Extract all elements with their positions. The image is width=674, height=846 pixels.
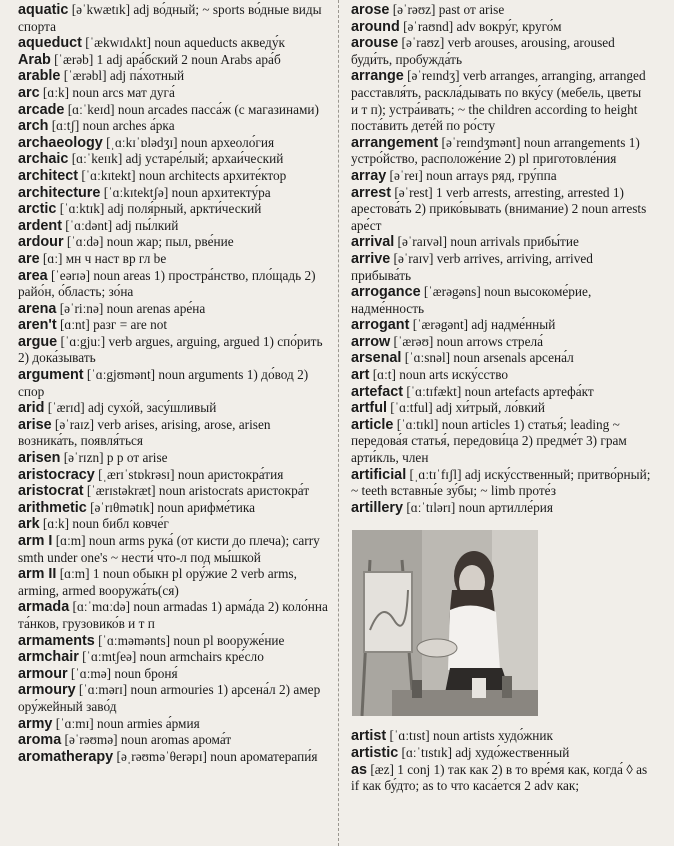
dictionary-entry <box>18 500 330 517</box>
entry-headword: arm II <box>18 566 57 583</box>
entry-definition: [ɑːt] noun arts иску́сство <box>369 367 509 383</box>
entry-headword: aristocrat <box>18 483 84 500</box>
entry-definition: [ˈɑːtɪst] noun artists худо́жник <box>386 728 553 744</box>
entry-headword: arrogant <box>351 317 410 334</box>
entry-definition: [ɑːnt] разг = are not <box>56 317 168 333</box>
entry-headword: armchair <box>18 649 79 666</box>
entry-headword: armour <box>18 665 68 682</box>
entry-headword: arrival <box>351 234 395 251</box>
dictionary-entry <box>18 450 330 467</box>
entry-headword: arable <box>18 68 61 85</box>
entry-definition: [əˈreɪ] noun arrays ряд, гру́ппа <box>386 167 557 183</box>
entry-definition: [ɑːˈtɪstɪk] adj худо́жественный <box>398 745 570 760</box>
dictionary-entry <box>18 251 330 268</box>
entry-headword: aroma <box>18 732 62 749</box>
entry-headword: arcade <box>18 101 65 118</box>
dictionary-entry <box>18 599 330 632</box>
entry-headword: are <box>18 250 40 267</box>
dictionary-entry <box>18 234 330 251</box>
illustration-artist-photo <box>352 530 538 716</box>
entry-definition: [əˈraɪz] verb arises, arising, arose, arisen возника́ть, появля́ться <box>18 416 271 449</box>
dictionary-entry <box>18 334 330 367</box>
entry-headword: Arab <box>18 51 51 68</box>
dictionary-entry <box>18 135 330 152</box>
dictionary-entry <box>351 417 651 467</box>
entry-definition: [ˈɑːkɪtektʃə] noun архитекту́ра <box>100 184 271 200</box>
dictionary-entry <box>18 682 330 715</box>
dictionary-entry <box>351 35 651 68</box>
entry-headword: arm I <box>18 533 53 549</box>
entry-definition: [ˈɑːkɪtekt] noun architects архите́ктор <box>78 167 287 183</box>
dictionary-entry <box>18 85 330 102</box>
entry-definition: [ɑːk] noun библ ковче́г <box>39 516 169 532</box>
dictionary-entry <box>18 467 330 484</box>
entry-definition: [ɑːˈkeɪɪk] adj устаре́лый; архаи́ческий <box>68 151 284 167</box>
dictionary-entry <box>351 234 651 251</box>
entry-headword: arouse <box>351 35 399 52</box>
entry-headword: artistic <box>351 745 399 761</box>
entry-definition: [ˌɑːkɪˈɒlədʒɪ] noun археоло́гия <box>102 134 275 150</box>
entry-headword: arctic <box>18 201 57 218</box>
entry-headword: arrow <box>351 333 391 350</box>
entry-headword: arena <box>18 300 57 317</box>
right-entries-bottom <box>351 728 651 794</box>
entry-definition: [ˈɑːgjʊmənt] noun arguments 1) до́вод 2) спор <box>18 367 309 399</box>
dictionary-entry <box>18 400 330 417</box>
entry-definition: [ˈɑːmə] noun броня́ <box>67 665 178 681</box>
entry-headword: artist <box>351 728 387 745</box>
dictionary-entry <box>18 301 330 318</box>
entry-headword: array <box>351 167 387 184</box>
entry-headword: art <box>351 367 370 384</box>
dictionary-entry <box>351 762 651 795</box>
entry-definition: [ˈɑːtful] adj хи́трый, ло́вкий <box>386 400 545 416</box>
entry-headword: area <box>18 267 48 284</box>
dictionary-entry <box>18 666 330 683</box>
entry-definition: [əˈriːnə] noun arenas аре́на <box>56 300 206 316</box>
entry-definition: [ˈɑːtɪfækt] noun artefacts артефа́кт <box>403 383 594 399</box>
entry-headword: ark <box>18 516 40 533</box>
entry-definition: [ˈækwɪdʌkt] noun aqueducts акведу́к <box>81 35 285 51</box>
entry-headword: aqueduct <box>18 35 82 52</box>
entry-definition: [əˈrəʊmə] noun aromas арома́т <box>61 732 232 748</box>
entry-definition: [ɑːˈmɑːdə] noun armadas 1) арма́да 2) коло́нна та́нков, грузовико́в и т п <box>18 599 328 631</box>
entry-headword: arrive <box>351 250 391 267</box>
entry-definition: [ˈɑːgjuː] verb argues, arguing, argued 1) спо́рить 2) дока́зывать <box>18 333 323 366</box>
dictionary-entry <box>351 384 651 401</box>
dictionary-entry <box>18 268 330 301</box>
dictionary-entry <box>351 367 651 384</box>
dictionary-entry <box>18 35 330 52</box>
dictionary-entry <box>351 334 651 351</box>
entry-headword: armaments <box>18 632 95 649</box>
entry-definition: [əˈkwætɪk] adj во́дный; ~ sports во́дные виды спорта <box>18 2 322 34</box>
entry-headword: article <box>351 416 394 433</box>
entry-headword: as <box>351 761 368 778</box>
entry-headword: argue <box>18 333 58 350</box>
entry-definition: [ˈɑːmɪ] noun armies а́рмия <box>52 715 200 731</box>
dictionary-entry <box>351 745 651 762</box>
entry-definition: [æz] 1 conj 1) так как 2) в то вре́мя как, когда́ ◊ as if как бу́дто; as to что каса́ется 2 adv как; <box>351 761 648 794</box>
entry-headword: arch <box>18 118 49 135</box>
entry-headword: argument <box>18 367 84 384</box>
dictionary-entry <box>18 749 330 766</box>
dictionary-entry <box>351 500 651 517</box>
entry-headword: arose <box>351 2 390 18</box>
entry-definition: [ˈærɪd] adj сухо́й, засу́шливый <box>44 400 217 416</box>
entry-definition: [əˈrɪθmətɪk] noun арифме́тика <box>86 499 255 515</box>
left-column <box>18 2 330 765</box>
entry-headword: arsenal <box>351 350 402 367</box>
dictionary-entry <box>18 367 330 400</box>
entry-definition: [ˈɑːtɪkl] noun articles 1) статья́; leading ~ передова́я статья́, передови́ца 2) предме́т 3) грам арти́кль, член <box>351 416 627 466</box>
entry-headword: aromatherapy <box>18 748 114 765</box>
dictionary-entry <box>18 716 330 733</box>
dictionary-entry <box>18 201 330 218</box>
entry-headword: artillery <box>351 499 403 516</box>
dictionary-entry <box>351 19 651 36</box>
right-entries-top <box>351 2 651 516</box>
entry-definition: [ɑːm] noun arms рука́ (от кисти до плеча); carry smth under one's ~ нести́ что-л под мы́шкой <box>18 533 320 565</box>
dictionary-entry <box>351 2 651 19</box>
dictionary-entry <box>18 118 330 135</box>
entry-headword: arithmetic <box>18 499 87 516</box>
dictionary-entry <box>18 417 330 450</box>
entry-definition: [ˌɑːtɪˈfɪʃl] adj иску́сственный; притво́рный; ~ teeth вставны́е зу́бы; ~ limb проте́з <box>351 466 651 499</box>
column-divider <box>338 0 339 846</box>
entry-headword: archaeology <box>18 134 103 151</box>
entry-definition: [ˈɑːdənt] adj пы́лкий <box>61 217 179 233</box>
entry-headword: arrogance <box>351 284 421 301</box>
entry-definition: [əˈraɪv] verb arrives, arriving, arrived прибыва́ть <box>351 250 593 283</box>
entry-definition: [əˈraɪvəl] noun arrivals прибы́тие <box>394 234 579 250</box>
entry-definition: [ɑːˈkeɪd] noun arcades пасса́ж (с магазинами) <box>64 101 319 117</box>
entry-headword: army <box>18 715 53 732</box>
entry-headword: arise <box>18 416 52 433</box>
entry-definition: [ˈɑːsnəl] noun arsenals арсена́л <box>401 350 574 366</box>
dictionary-entry <box>351 185 651 235</box>
entry-headword: artificial <box>351 466 407 483</box>
entry-headword: around <box>351 18 400 35</box>
entry-definition: [ˈærəʊ] noun arrows стрела́ <box>390 333 544 349</box>
dictionary-entry <box>18 317 330 334</box>
entry-headword: arid <box>18 400 45 417</box>
entry-headword: artful <box>351 400 387 417</box>
entry-headword: arc <box>18 84 40 101</box>
entry-definition: [ɑːk] noun arcs мат дуга́ <box>39 84 175 100</box>
entry-definition: [əˈreɪndʒ] verb arranges, arranging, arranged расставля́ть, раскла́дывать по вку́су (мебель, цветы и т п); устра́ивать; ~ the children according to height поста́вить дете́й по ро́сту <box>351 68 646 134</box>
dictionary-entry <box>351 317 651 334</box>
entry-definition: [əˈraʊnd] adv вокру́г, круго́м <box>399 18 562 34</box>
entry-headword: armoury <box>18 682 76 699</box>
dictionary-entry <box>18 102 330 119</box>
entry-definition: [ɑːm] 1 noun обыкн pl ору́жие 2 verb arms, arming, armed вооружа́ть(ся) <box>18 566 297 598</box>
dictionary-entry <box>351 350 651 367</box>
dictionary-entry <box>18 566 330 599</box>
dictionary-entry <box>351 728 651 745</box>
entry-definition: [ˈɑːmtʃeə] noun armchairs кре́сло <box>78 649 264 665</box>
dictionary-entry <box>18 633 330 650</box>
entry-definition: [əˈreɪndʒmənt] noun arrangements 1) устро́йство, расположе́ние 2) pl приготовле́ния <box>351 134 640 167</box>
entry-definition: [ˈærəgəns] noun высокоме́рие, надме́нность <box>351 284 592 316</box>
entry-headword: arrangement <box>351 134 439 151</box>
dictionary-entry <box>351 400 651 417</box>
entry-headword: artefact <box>351 383 403 400</box>
entry-definition: [ˈærəb] 1 adj ара́бский 2 noun Arabs ара́б <box>50 51 281 67</box>
dictionary-entry <box>351 68 651 134</box>
entry-definition: [ˈɑːktɪk] adj поля́рный, аркти́ческий <box>56 201 262 217</box>
entry-definition: [ɑːtʃ] noun arches а́рка <box>48 118 175 134</box>
dictionary-entry <box>18 52 330 69</box>
entry-definition: [ˈærəbl] adj па́хотный <box>60 68 185 84</box>
entry-definition: [əˌrəʊməˈθerəpɪ] noun ароматерапи́я <box>113 748 318 764</box>
entry-headword: architecture <box>18 184 101 201</box>
dictionary-entry <box>18 2 330 35</box>
entry-definition: [ˈærəgənt] adj надме́нный <box>409 317 556 333</box>
entry-definition: [əˈrɪzn] p p от arise <box>60 450 168 466</box>
dictionary-entry <box>351 135 651 168</box>
dictionary-entry <box>351 284 651 317</box>
entry-headword: ardent <box>18 217 62 234</box>
entry-headword: arrest <box>351 184 392 201</box>
entry-headword: architect <box>18 167 78 184</box>
dictionary-entry <box>18 483 330 500</box>
entry-headword: arrange <box>351 68 404 85</box>
entry-definition: [əˈrest] 1 verb arrests, arresting, arrested 1) арестова́ть 2) прико́вывать (внимание) 2 noun arrests аре́ст <box>351 184 647 233</box>
dictionary-entry <box>351 251 651 284</box>
dictionary-entry <box>18 218 330 235</box>
dictionary-entry <box>18 168 330 185</box>
entry-definition: [ˈeərɪə] noun areas 1) простра́нство, пло́щадь 2) райо́н, о́бласть; зо́на <box>18 267 316 300</box>
entry-headword: archaic <box>18 151 69 168</box>
dictionary-entry <box>351 467 651 500</box>
dictionary-entry <box>18 732 330 749</box>
entry-definition: [əˈrəʊz] past от arise <box>389 2 505 17</box>
dictionary-entry <box>18 649 330 666</box>
entry-definition: [əˈraʊz] verb arouses, arousing, aroused буди́ть, пробужда́ть <box>351 35 615 67</box>
dictionary-entry <box>351 168 651 185</box>
entry-headword: ardour <box>18 234 64 251</box>
dictionary-entry <box>18 185 330 202</box>
entry-definition: [ɑː] мн ч наст вр гл be <box>39 250 167 266</box>
entry-definition: [ˈɑːməmənts] noun pl вооруже́ние <box>94 632 285 648</box>
entry-definition: [ˈɑːmərɪ] noun armouries 1) арсена́л 2) амер ору́жейный заво́д <box>18 682 321 714</box>
dictionary-entry <box>18 516 330 533</box>
entry-headword: arisen <box>18 450 61 467</box>
entry-definition: [ˌærɪˈstɒkrəsɪ] noun аристокра́тия <box>94 466 284 482</box>
entry-definition: [ˈærɪstəkræt] noun aristocrats аристокра́т <box>83 483 310 499</box>
dictionary-entry <box>18 68 330 85</box>
entry-headword: aristocracy <box>18 466 95 483</box>
entry-definition: [ˈɑːdə] noun жар; пыл, рве́ние <box>63 234 234 250</box>
entry-headword: armada <box>18 599 70 616</box>
entry-headword: aren't <box>18 317 57 334</box>
right-column <box>351 2 651 795</box>
dictionary-entry <box>18 533 330 566</box>
dictionary-entry <box>18 151 330 168</box>
entry-definition: [ɑːˈtɪlərɪ] noun артилле́рия <box>403 499 553 515</box>
entry-headword: aquatic <box>18 2 69 18</box>
